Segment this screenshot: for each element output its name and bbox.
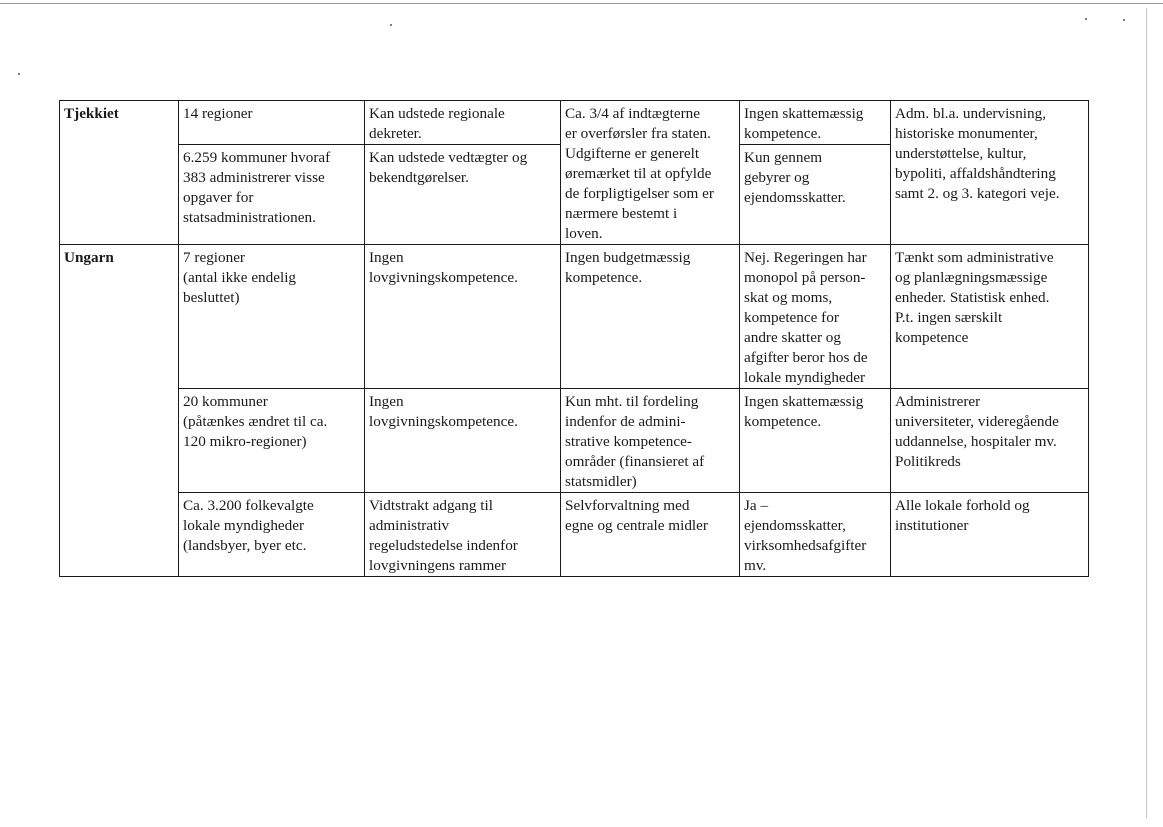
table-row bbox=[60, 389, 1089, 493]
scan-top-edge bbox=[0, 3, 1163, 4]
tasks-cell: Adm. bl.a. undervisning, historiske monumenter, understøttelse, kultur, bypoliti, affaldshåndtering samt 2. og 3. kategori veje. bbox=[891, 101, 1089, 245]
table-row bbox=[60, 493, 1089, 577]
scan-speck bbox=[390, 24, 392, 26]
finance-cell: Selvforvaltning med egne og centrale midler bbox=[561, 493, 740, 577]
level-cell: 14 regioner bbox=[179, 101, 365, 145]
country-cell-ungarn: Ungarn bbox=[60, 245, 179, 577]
tax-cell: Ja – ejendomsskatter, virksomhedsafgifter mv. bbox=[740, 493, 891, 577]
scan-speck bbox=[1123, 19, 1125, 21]
level-cell: 6.259 kommuner hvoraf 383 administrerer visse opgaver for statsadministrationen. bbox=[179, 145, 365, 245]
table-row bbox=[60, 245, 1089, 389]
level-cell: Ca. 3.200 folkevalgte lokale myndigheder (landsbyer, byer etc. bbox=[179, 493, 365, 577]
tax-cell: Ingen skattemæssig kompetence. bbox=[740, 389, 891, 493]
scan-speck bbox=[18, 73, 20, 75]
finance-cell: Ca. 3/4 af indtægterne er overførsler fra staten. Udgifterne er generelt øremærket til at opfylde de forpligtigelser som er nærmere bestemt i loven. bbox=[561, 101, 740, 245]
level-cell: 20 kommuner (påtænkes ændret til ca. 120 mikro-regioner) bbox=[179, 389, 365, 493]
tasks-cell: Administrerer universiteter, videregående uddannelse, hospitaler mv. Politikreds bbox=[891, 389, 1089, 493]
finance-cell: Kun mht. til fordeling indenfor de admini- strative kompetence- områder (finansieret af statsmidler) bbox=[561, 389, 740, 493]
tax-cell: Ingen skattemæssig kompetence. bbox=[740, 101, 891, 145]
legislation-cell: Kan udstede regionale dekreter. bbox=[365, 101, 561, 145]
legislation-cell: Vidtstrakt adgang til administrativ regeludstedelse indenfor lovgivningens rammer bbox=[365, 493, 561, 577]
country-cell-tjekkiet: Tjekkiet bbox=[60, 101, 179, 245]
legislation-cell: Ingen lovgivningskompetence. bbox=[365, 245, 561, 389]
tax-cell: Kun gennem gebyrer og ejendomsskatter. bbox=[740, 145, 891, 245]
legislation-cell: Kan udstede vedtægter og bekendtgørelser. bbox=[365, 145, 561, 245]
scan-speck bbox=[1085, 18, 1087, 20]
scan-right-edge bbox=[1146, 8, 1147, 818]
finance-cell: Ingen budgetmæssig kompetence. bbox=[561, 245, 740, 389]
table-row bbox=[60, 101, 1089, 145]
level-cell: 7 regioner (antal ikke endelig besluttet) bbox=[179, 245, 365, 389]
tax-cell: Nej. Regeringen har monopol på person- skat og moms, kompetence for andre skatter og afgifter beror hos de lokale myndigheder bbox=[740, 245, 891, 389]
tasks-cell: Tænkt som administrative og planlægningsmæssige enheder. Statistisk enhed. P.t. ingen særskilt kompetence bbox=[891, 245, 1089, 389]
tasks-cell: Alle lokale forhold og institutioner bbox=[891, 493, 1089, 577]
legislation-cell: Ingen lovgivningskompetence. bbox=[365, 389, 561, 493]
comparison-table bbox=[59, 100, 1089, 577]
